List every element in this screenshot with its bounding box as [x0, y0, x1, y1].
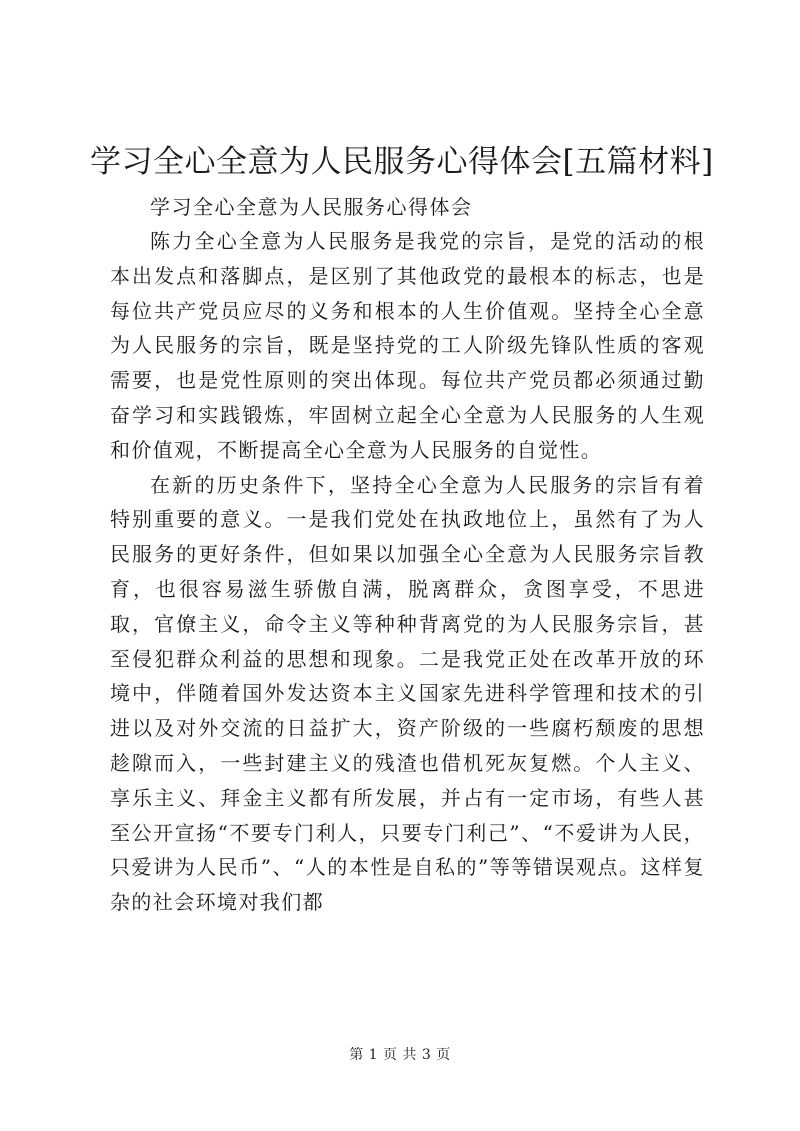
paragraph-2: 在新的历史条件下，坚持全心全意为人民服务的宗旨有着特别重要的意义。一是我们党处在执政地位上，虽然有了为人民服务的更好条件，但如果以加强全心全意为人民服务宗旨教育，也很容易滋生骄傲自满，脱离群众，贪图享受，不思进取，官僚主义，命令主义等种种背离党的为人民服务宗旨，甚至侵犯群众利益的思想和现象。二是我党正处在改革开放的环境中，伴随着国外发达资本主义国家先进科学管理和技术的引进以及对外交流的日益扩大，资产阶级的一些腐朽颓废的思想趁隙而入，一些封建主义的残渣也借机死灰复燃。个人主义、享乐主义、拜金主义都有所发展，并占有一定市场，有些人甚至公开宣扬“不要专门利人，只要专门利己”、“不爱讲为人民，只爱讲为人民币”、“人的本性是自私的”等等错误观点。这样复杂的社会环境对我们都	[110, 472, 705, 915]
page-footer: 第 1 页 共 3 页	[349, 1047, 451, 1063]
paragraph-1: 陈力全心全意为人民服务是我党的宗旨，是党的活动的根本出发点和落脚点，是区别了其他政党的最根本的标志，也是每位共产党员应尽的义务和根本的人生价值观。坚持全心全意为人民服务的宗旨，既是坚持党的工人阶级先锋队性质的客观需要，也是党性原则的突出体现。每位共产党员都必须通过勤奋学习和实践锻炼，牢固树立起全心全意为人民服务的人生观和价值观，不断提高全心全意为人民服务的自觉性。	[110, 229, 705, 462]
document-subtitle: 学习全心全意为人民服务心得体会	[150, 195, 473, 219]
document-title: 学习全心全意为人民服务心得体会[五篇材料]	[90, 144, 714, 180]
document-body	[110, 224, 705, 920]
